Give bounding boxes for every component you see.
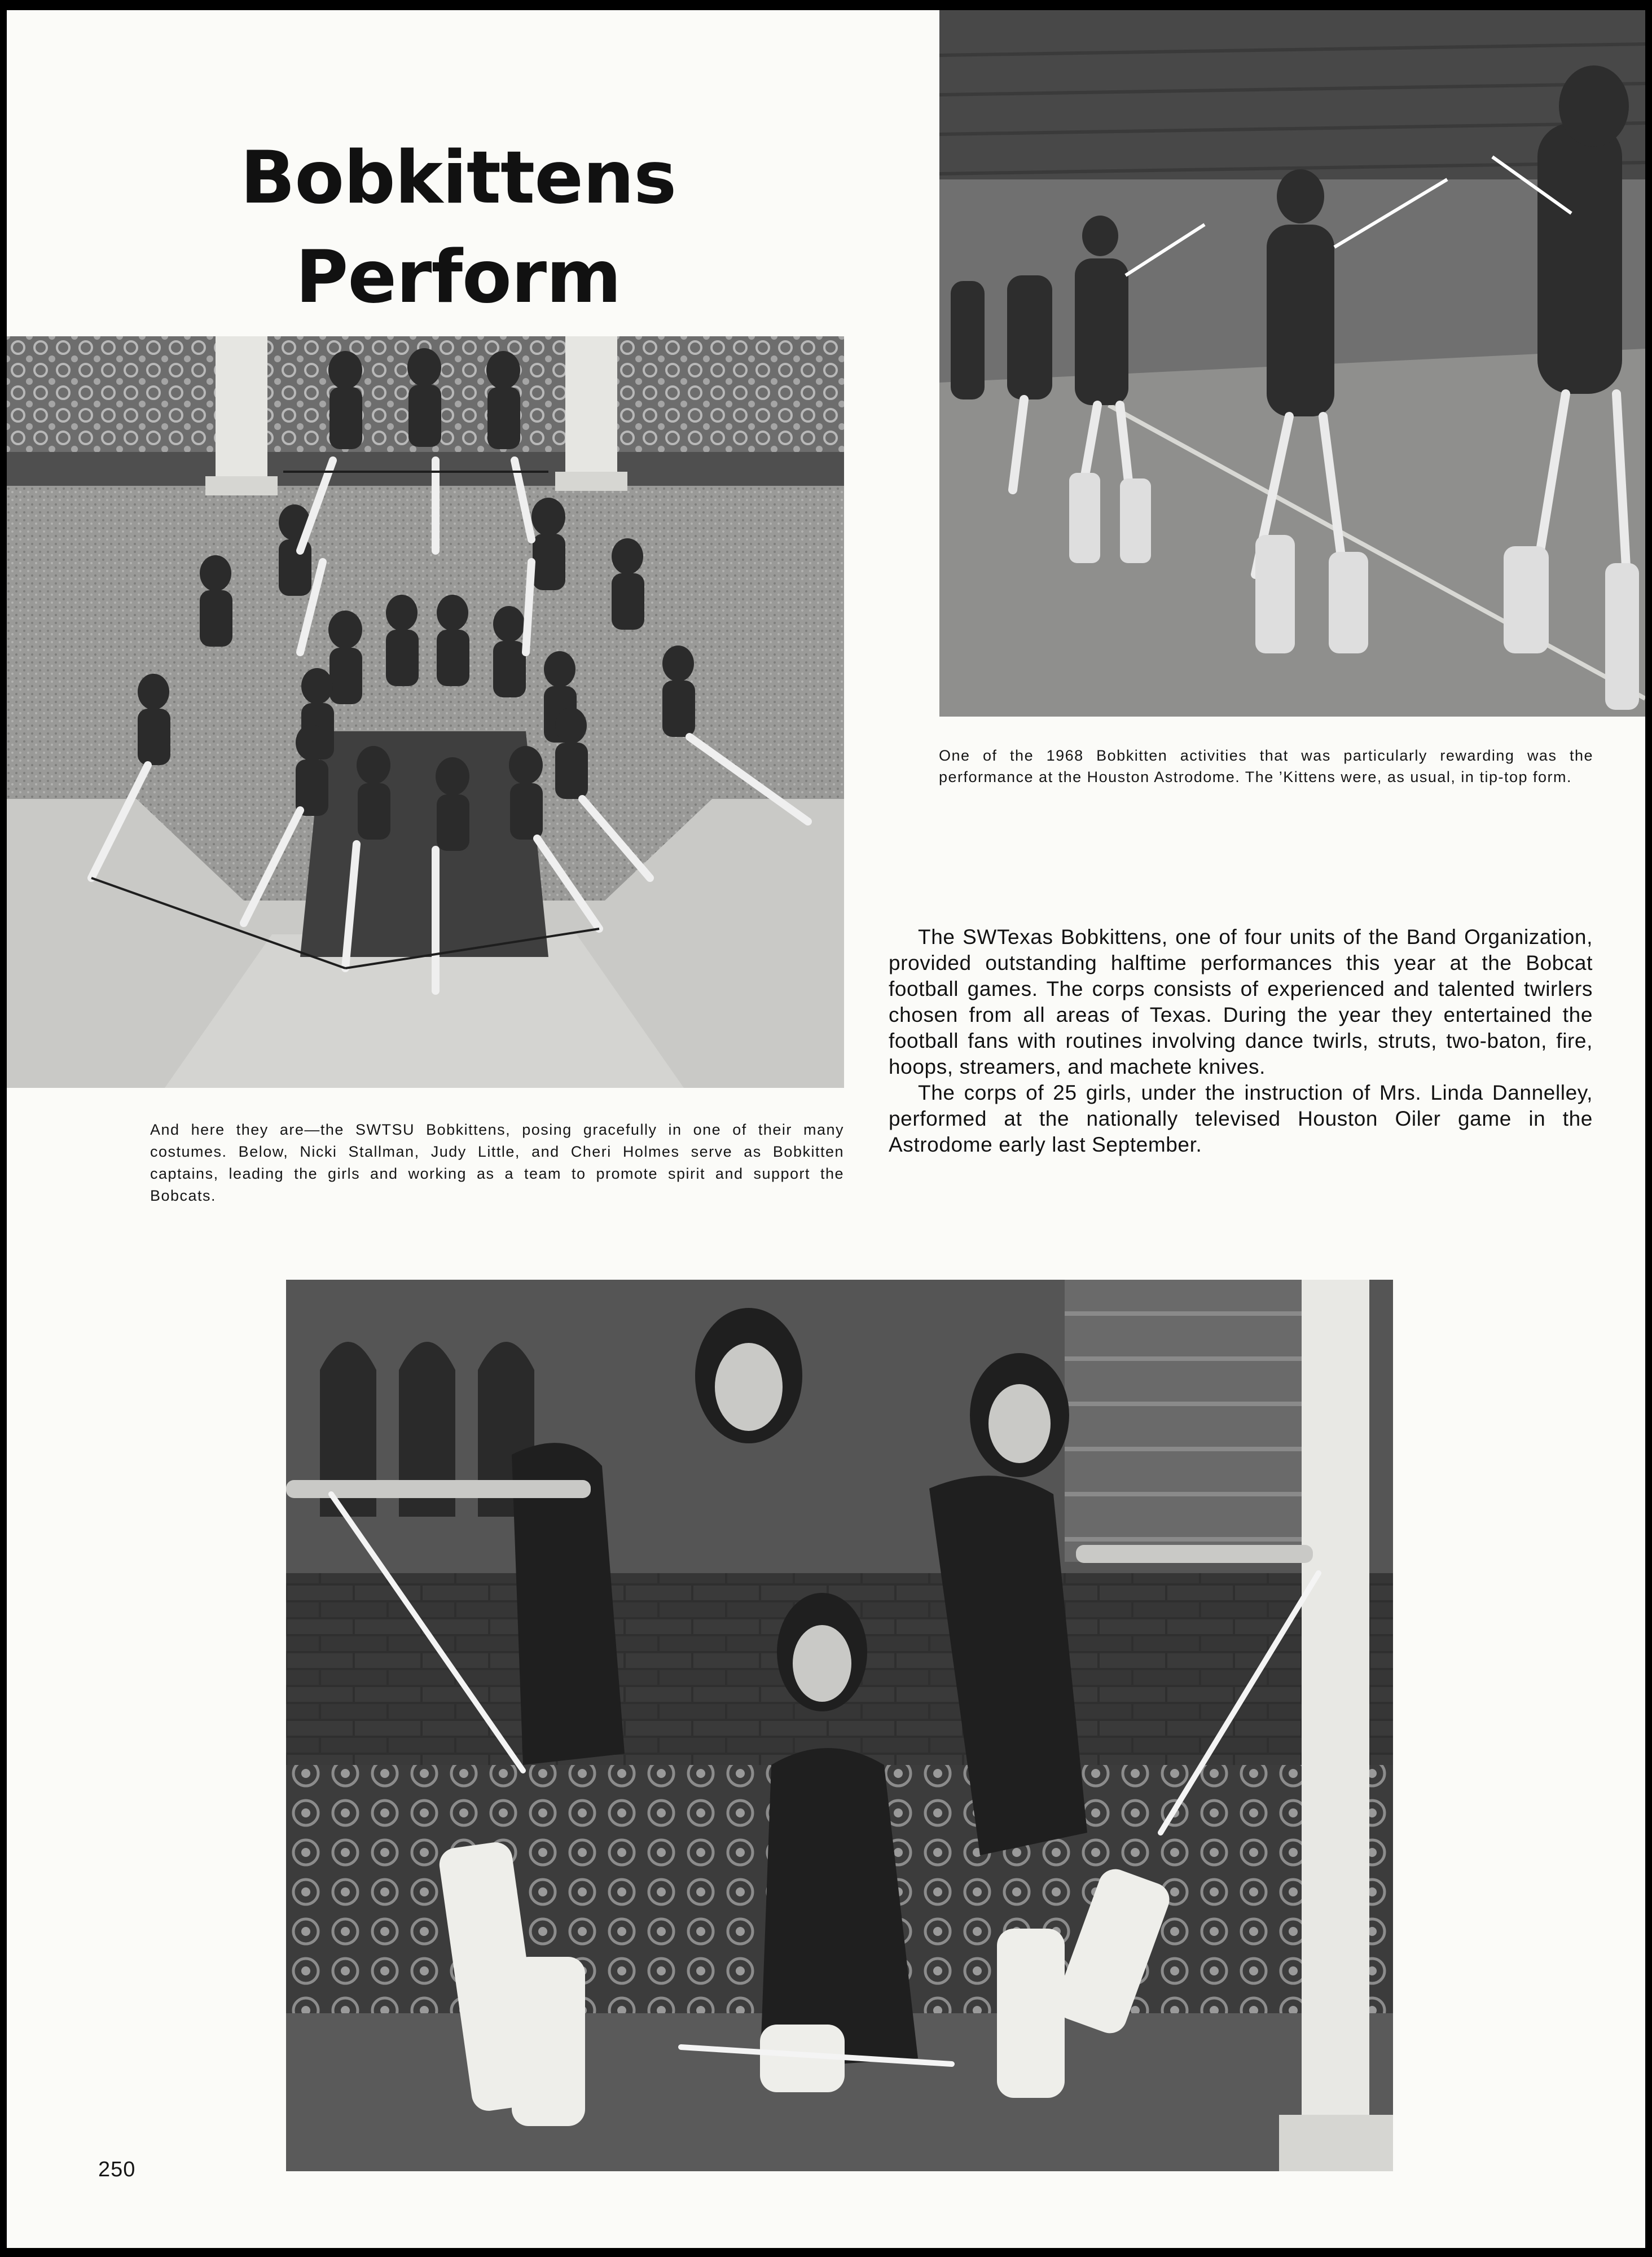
astrodome-photo-image bbox=[939, 10, 1645, 717]
group-photo-caption: And here they are—the SWTSU Bobkittens, posing gracefully in one of their many costumes. Below, Nicki Stallman, Judy Little, and Cheri Holmes serve as Bobkitten captains, leading the girls and working as a team to promote spirit and support the Bobcats. bbox=[150, 1121, 844, 1204]
group-photo bbox=[7, 336, 844, 1088]
astrodome-photo bbox=[939, 10, 1645, 717]
headline-line-1: Bobkittens Perform bbox=[240, 136, 676, 319]
article-paragraph-2: The corps of 25 girls, under the instruction of Mrs. Linda Dannelley, performed at the nationally televised Houston Oiler game in the Astrodome early last September. bbox=[889, 1081, 1593, 1156]
page-number: 250 bbox=[98, 2158, 136, 2181]
astrodome-photo-caption: One of the 1968 Bobkitten activities that was particularly rewarding was the performance at the Houston Astrodome. The ’Kittens were, as usual, in tip-top form. bbox=[939, 747, 1593, 785]
captains-photo-image bbox=[286, 1280, 1393, 2171]
article-paragraph-1: The SWTexas Bobkittens, one of four units of the Band Organization, provided outstanding halftime performances this year at the Bobcat football games. The corps consists of experienced and talented twirlers chosen from all areas of Texas. During the year they entertained the football fans with routines involving dance twirls, struts, two-baton, fire, hoops, streamers, and machete knives. bbox=[889, 925, 1593, 1078]
captains-photo bbox=[286, 1280, 1393, 2171]
group-photo-image bbox=[7, 336, 844, 1088]
yearbook-page bbox=[7, 10, 1645, 2248]
article-body bbox=[889, 924, 1593, 1158]
